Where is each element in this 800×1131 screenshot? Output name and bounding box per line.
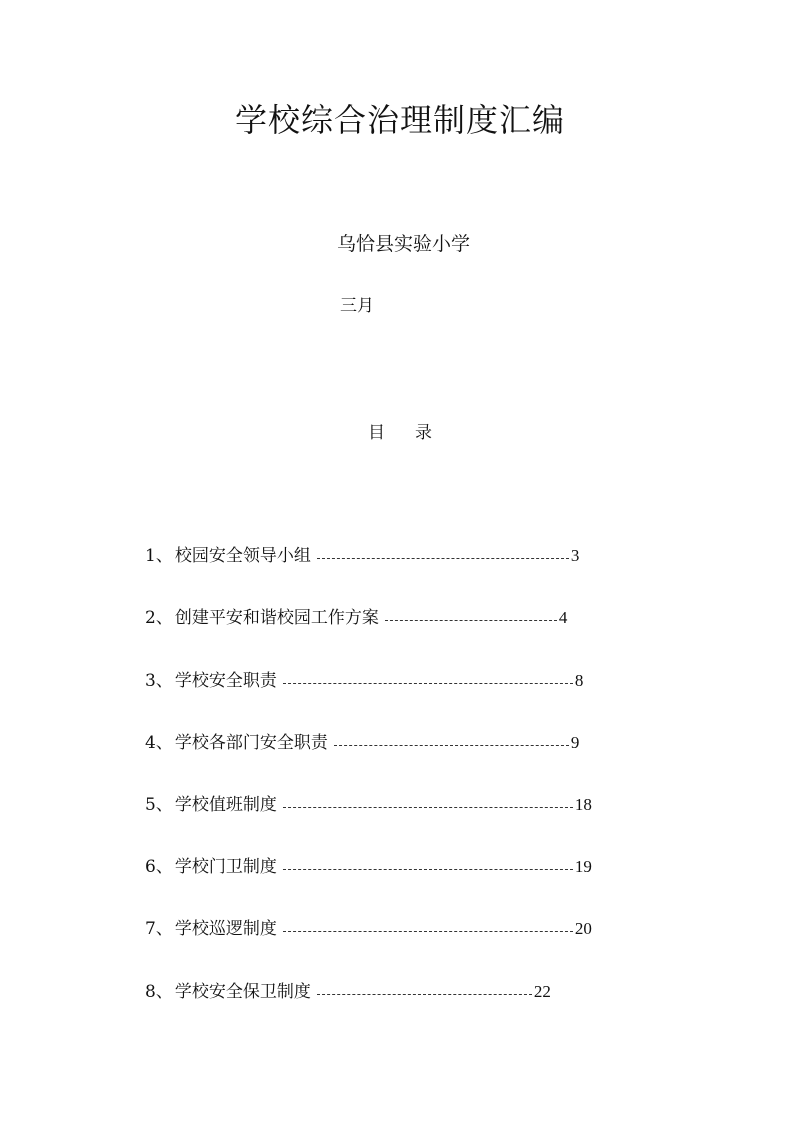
toc-item-page: 22 <box>533 982 551 1001</box>
toc-leader-dots <box>283 869 573 870</box>
toc-item-page: 20 <box>574 919 592 938</box>
toc-leader-dots <box>385 620 557 621</box>
toc-item-page: 18 <box>574 795 592 814</box>
toc-item-title: 学校值班制度 <box>174 795 277 815</box>
toc-leader-dots <box>317 558 569 559</box>
toc-item-page: 4 <box>558 608 568 627</box>
toc-item-page: 9 <box>570 733 580 752</box>
toc-item[interactable] <box>145 792 592 818</box>
toc-heading-left: 目 <box>368 423 385 443</box>
toc-item-title: 学校各部门安全职责 <box>174 733 328 753</box>
school-name: 乌恰县实验小学 <box>337 233 471 255</box>
toc-item-title: 校园安全领导小组 <box>174 546 311 566</box>
toc-item[interactable] <box>145 854 592 880</box>
toc-item-number: 7、 <box>145 919 173 939</box>
toc-leader-dots <box>334 745 569 746</box>
toc-leader-dots <box>317 994 532 995</box>
toc-item-number: 6、 <box>145 857 173 877</box>
toc-item-title: 创建平安和谐校园工作方案 <box>174 608 379 628</box>
toc-item-page: 19 <box>574 857 592 876</box>
toc-item-number: 8、 <box>145 982 173 1002</box>
toc-item[interactable] <box>145 605 567 631</box>
toc-leader-dots <box>283 683 573 684</box>
toc-heading <box>368 420 432 446</box>
document-title: 学校综合治理制度汇编 <box>234 101 565 139</box>
toc-item[interactable] <box>145 730 579 756</box>
toc-item-number: 4、 <box>145 733 173 753</box>
toc-item-title: 学校安全保卫制度 <box>174 982 311 1002</box>
toc-item-page: 8 <box>574 671 584 690</box>
toc-item-title: 学校安全职责 <box>174 671 277 691</box>
toc-item-number: 5、 <box>145 795 173 815</box>
toc-item[interactable] <box>145 668 583 694</box>
toc-item-page: 3 <box>570 546 580 565</box>
toc-item-title: 学校巡逻制度 <box>174 919 277 939</box>
toc-leader-dots <box>283 807 573 808</box>
toc-item-number: 3、 <box>145 671 173 691</box>
toc-item[interactable] <box>145 979 551 1005</box>
toc-item-title: 学校门卫制度 <box>174 857 277 877</box>
toc-heading-right: 录 <box>415 423 432 443</box>
toc-leader-dots <box>283 931 573 932</box>
toc-item-number: 1、 <box>145 546 173 566</box>
toc-item[interactable] <box>145 916 592 942</box>
document-month: 三月 <box>340 296 374 316</box>
toc-item[interactable] <box>145 543 579 569</box>
toc-item-number: 2、 <box>145 608 173 628</box>
